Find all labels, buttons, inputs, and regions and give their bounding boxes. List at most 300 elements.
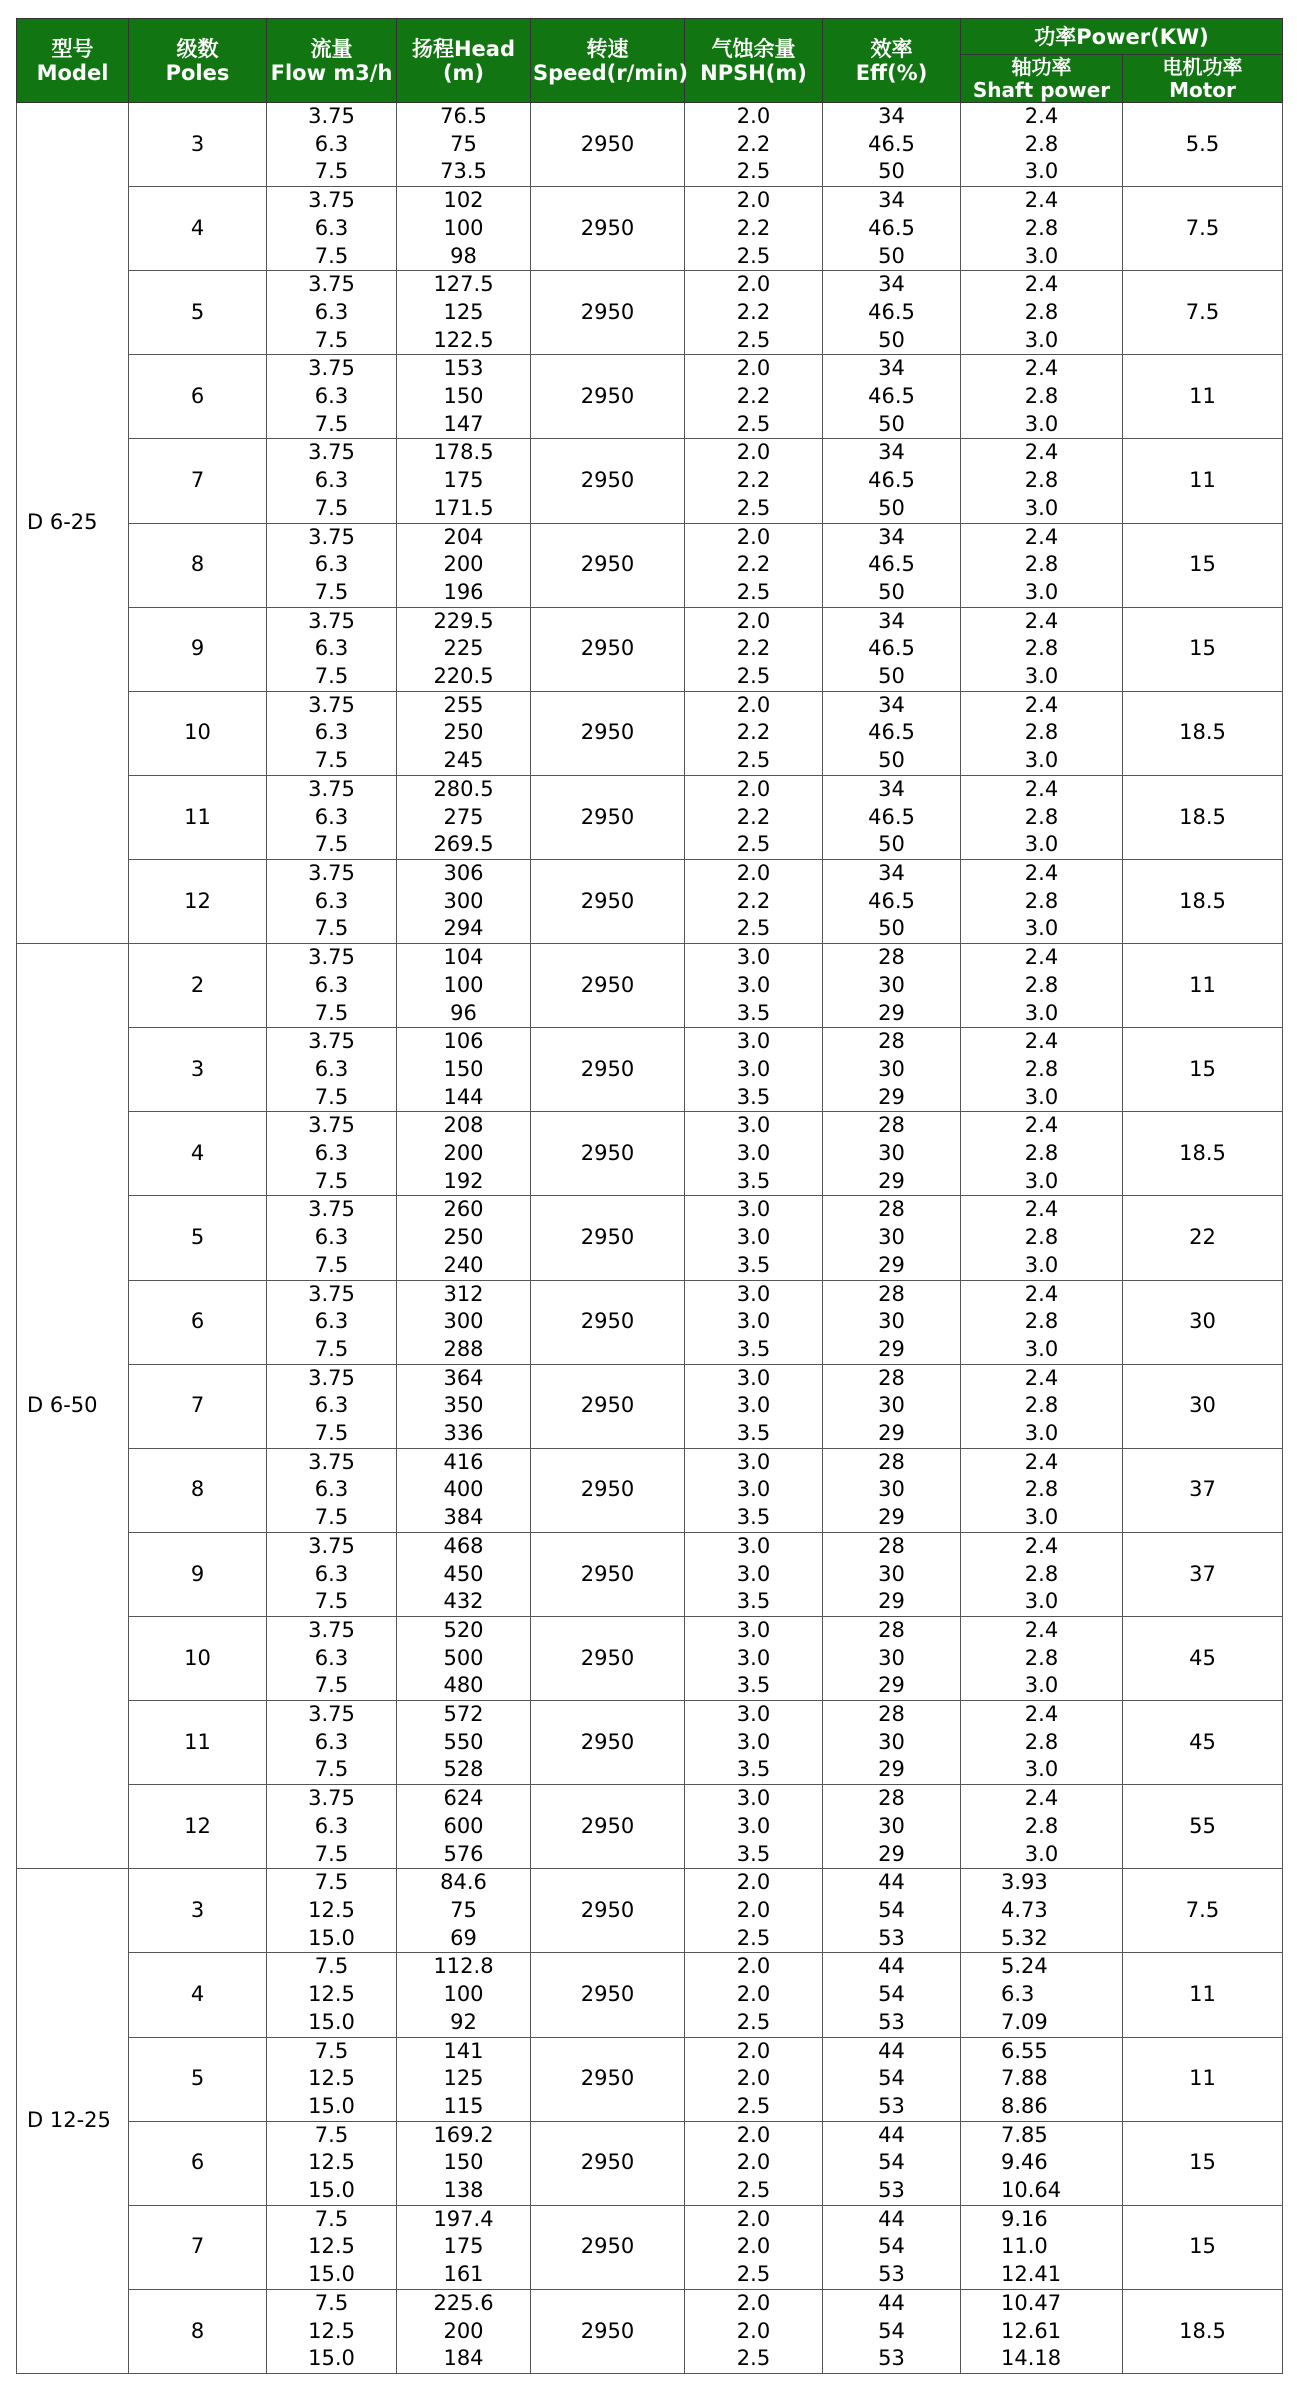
shaft-power-cell-value: 2.8 xyxy=(1024,888,1059,913)
poles-cell: 6 xyxy=(129,355,267,439)
table-row xyxy=(17,1028,1283,1112)
npsh-cell-value: 3.0 xyxy=(736,1729,771,1754)
npsh-cell xyxy=(685,2121,823,2205)
npsh-cell-value: 2.2 xyxy=(736,804,771,829)
head-cell-value: 576 xyxy=(443,1841,484,1866)
npsh-cell-value: 3.0 xyxy=(736,1225,771,1250)
eff-cell-value: 46.5 xyxy=(868,468,915,493)
eff-cell-value: 28 xyxy=(878,1281,905,1306)
shaft-power-cell-value: 2.4 xyxy=(1024,104,1059,128)
npsh-cell-value: 3.0 xyxy=(736,1813,771,1838)
table-row xyxy=(17,2289,1283,2373)
shaft-power-cell xyxy=(961,607,1123,691)
shaft-power-cell-value: 3.0 xyxy=(1024,916,1059,941)
eff-cell-value: 34 xyxy=(878,692,905,717)
shaft-power-cell-value: 2.4 xyxy=(1024,440,1059,465)
eff-cell-value: 44 xyxy=(878,1954,905,1979)
head-cell-value: 572 xyxy=(443,1702,484,1727)
flow-cell-value: 3.75 xyxy=(308,1197,355,1222)
header-head: 扬程Head (m) xyxy=(397,19,531,103)
eff-cell-value: 34 xyxy=(878,860,905,885)
shaft-power-cell xyxy=(961,1028,1123,1112)
flow-cell-value: 7.5 xyxy=(314,1505,349,1530)
npsh-cell-value: 3.5 xyxy=(736,1757,771,1782)
head-cell-value: 100 xyxy=(443,972,484,997)
speed-cell: 2950 xyxy=(531,103,685,187)
motor-power-cell: 15 xyxy=(1123,1028,1283,1112)
shaft-power-cell-value: 2.4 xyxy=(1024,1533,1059,1558)
shaft-power-cell-value: 3.0 xyxy=(1024,159,1059,184)
flow-cell-value: 12.5 xyxy=(308,1982,355,2007)
head-cell-value: 196 xyxy=(443,579,484,604)
shaft-power-cell-value: 6.3 xyxy=(1001,1982,1035,2007)
shaft-power-cell-value: 2.4 xyxy=(1024,188,1059,213)
npsh-cell-value: 2.0 xyxy=(736,2290,771,2315)
npsh-cell-value: 2.5 xyxy=(736,1925,771,1950)
npsh-cell xyxy=(685,2289,823,2373)
model-cell: D 12-25 xyxy=(17,1869,129,2374)
npsh-cell-value: 2.5 xyxy=(736,2093,771,2118)
npsh-cell-value: 3.0 xyxy=(736,1702,771,1727)
flow-cell-value: 7.5 xyxy=(314,1000,349,1025)
shaft-power-cell-value: 2.8 xyxy=(1024,1561,1059,1586)
table-row xyxy=(17,187,1283,271)
head-cell xyxy=(397,2289,531,2373)
eff-cell-value: 46.5 xyxy=(868,720,915,745)
npsh-cell-value: 2.5 xyxy=(736,2346,771,2371)
shaft-power-cell-value: 2.8 xyxy=(1024,1729,1059,1754)
eff-cell-value: 28 xyxy=(878,945,905,970)
head-cell-value: 255 xyxy=(443,692,484,717)
npsh-cell-value: 3.0 xyxy=(736,1113,771,1138)
npsh-cell-value: 2.2 xyxy=(736,720,771,745)
npsh-cell-value: 2.5 xyxy=(736,327,771,352)
flow-cell xyxy=(267,2289,397,2373)
head-cell-value: 350 xyxy=(443,1393,484,1418)
npsh-cell-value: 2.5 xyxy=(736,832,771,857)
shaft-power-cell-value: 2.8 xyxy=(1024,1393,1059,1418)
header-poles: 级数 Poles xyxy=(129,19,267,103)
shaft-power-cell xyxy=(961,691,1123,775)
flow-cell-value: 7.5 xyxy=(314,411,349,436)
motor-power-cell: 7.5 xyxy=(1123,1869,1283,1953)
head-cell-value: 528 xyxy=(443,1757,484,1782)
eff-cell-value: 30 xyxy=(878,1393,905,1418)
head-cell-value: 600 xyxy=(443,1813,484,1838)
shaft-power-cell xyxy=(961,1112,1123,1196)
pump-performance-table xyxy=(16,18,1283,2374)
table-row xyxy=(17,1532,1283,1616)
flow-cell xyxy=(267,1364,397,1448)
motor-power-cell: 45 xyxy=(1123,1701,1283,1785)
head-cell-value: 269.5 xyxy=(433,832,494,857)
shaft-power-cell xyxy=(961,103,1123,187)
head-cell-value: 169.2 xyxy=(433,2122,494,2147)
shaft-power-cell-value: 7.85 xyxy=(1001,2122,1048,2147)
head-cell xyxy=(397,271,531,355)
npsh-cell-value: 2.2 xyxy=(736,468,771,493)
shaft-power-cell xyxy=(961,2121,1123,2205)
table-row xyxy=(17,2121,1283,2205)
head-cell-value: 229.5 xyxy=(433,608,494,633)
npsh-cell-value: 2.5 xyxy=(736,579,771,604)
eff-cell-value: 29 xyxy=(878,1000,905,1025)
npsh-cell xyxy=(685,355,823,439)
motor-power-cell: 18.5 xyxy=(1123,1112,1283,1196)
poles-cell: 9 xyxy=(129,1532,267,1616)
eff-cell-value: 28 xyxy=(878,1365,905,1390)
poles-cell: 5 xyxy=(129,1196,267,1280)
eff-cell-value: 54 xyxy=(878,2066,905,2091)
npsh-cell-value: 2.0 xyxy=(736,1870,771,1895)
flow-cell xyxy=(267,2205,397,2289)
poles-cell: 7 xyxy=(129,439,267,523)
speed-cell: 2950 xyxy=(531,775,685,859)
eff-cell-value: 29 xyxy=(878,1505,905,1530)
flow-cell xyxy=(267,1280,397,1364)
flow-cell-value: 6.3 xyxy=(314,1309,349,1334)
flow-cell-value: 3.75 xyxy=(308,440,355,465)
eff-cell-value: 46.5 xyxy=(868,552,915,577)
table-row xyxy=(17,2205,1283,2289)
flow-cell-value: 3.75 xyxy=(308,945,355,970)
speed-cell: 2950 xyxy=(531,1196,685,1280)
head-cell-value: 75 xyxy=(450,131,477,156)
shaft-power-cell xyxy=(961,1364,1123,1448)
npsh-cell xyxy=(685,691,823,775)
head-cell-value: 122.5 xyxy=(433,327,494,352)
motor-power-cell: 11 xyxy=(1123,944,1283,1028)
npsh-cell xyxy=(685,1953,823,2037)
eff-cell-value: 50 xyxy=(878,832,905,857)
eff-cell-value: 50 xyxy=(878,748,905,773)
shaft-power-cell xyxy=(961,944,1123,1028)
head-cell-value: 197.4 xyxy=(433,2206,494,2231)
poles-cell: 3 xyxy=(129,1028,267,1112)
flow-cell-value: 3.75 xyxy=(308,1702,355,1727)
speed-cell: 2950 xyxy=(531,1869,685,1953)
motor-power-cell: 22 xyxy=(1123,1196,1283,1280)
shaft-power-cell-value: 3.0 xyxy=(1024,1589,1059,1614)
npsh-cell-value: 2.2 xyxy=(736,299,771,324)
shaft-power-cell-value: 2.8 xyxy=(1024,1309,1059,1334)
flow-cell xyxy=(267,355,397,439)
table-row xyxy=(17,1280,1283,1364)
flow-cell-value: 7.5 xyxy=(314,159,349,184)
flow-cell-value: 6.3 xyxy=(314,1729,349,1754)
flow-cell-value: 6.3 xyxy=(314,720,349,745)
shaft-power-cell xyxy=(961,1532,1123,1616)
eff-cell-value: 54 xyxy=(878,1898,905,1922)
speed-cell: 2950 xyxy=(531,439,685,523)
flow-cell-value: 3.75 xyxy=(308,1113,355,1138)
flow-cell-value: 6.3 xyxy=(314,972,349,997)
table-row xyxy=(17,1869,1283,1953)
flow-cell xyxy=(267,1701,397,1785)
motor-power-cell: 55 xyxy=(1123,1785,1283,1869)
flow-cell-value: 6.3 xyxy=(314,1393,349,1418)
npsh-cell xyxy=(685,1869,823,1953)
shaft-power-cell-value: 3.0 xyxy=(1024,1841,1059,1866)
eff-cell-value: 28 xyxy=(878,1617,905,1642)
eff-cell-value: 30 xyxy=(878,1813,905,1838)
eff-cell xyxy=(823,1112,961,1196)
head-cell-value: 300 xyxy=(443,888,484,913)
motor-power-cell: 30 xyxy=(1123,1280,1283,1364)
shaft-power-cell xyxy=(961,2205,1123,2289)
npsh-cell-value: 2.2 xyxy=(736,636,771,661)
shaft-power-cell-value: 7.09 xyxy=(1001,2009,1048,2034)
shaft-power-cell xyxy=(961,1701,1123,1785)
table-row xyxy=(17,355,1283,439)
shaft-power-cell-value: 5.32 xyxy=(1001,1925,1048,1950)
shaft-power-cell-value: 2.4 xyxy=(1024,1702,1059,1727)
shaft-power-cell-value: 2.4 xyxy=(1024,608,1059,633)
flow-cell-value: 3.75 xyxy=(308,1786,355,1811)
speed-cell: 2950 xyxy=(531,1028,685,1112)
flow-cell-value: 3.75 xyxy=(308,1617,355,1642)
flow-cell-value: 6.3 xyxy=(314,131,349,156)
eff-cell-value: 34 xyxy=(878,776,905,801)
shaft-power-cell-value: 2.4 xyxy=(1024,1281,1059,1306)
eff-cell-value: 54 xyxy=(878,1982,905,2007)
eff-cell-value: 50 xyxy=(878,243,905,268)
shaft-power-cell-value: 2.8 xyxy=(1024,804,1059,829)
npsh-cell-value: 2.0 xyxy=(736,356,771,381)
flow-cell-value: 3.75 xyxy=(308,272,355,297)
eff-cell-value: 28 xyxy=(878,1113,905,1138)
head-cell xyxy=(397,691,531,775)
npsh-cell-value: 2.0 xyxy=(736,1982,771,2007)
head-cell-value: 92 xyxy=(450,2009,477,2034)
shaft-power-cell-value: 3.0 xyxy=(1024,1505,1059,1530)
shaft-power-cell xyxy=(961,1196,1123,1280)
head-cell-value: 84.6 xyxy=(440,1870,487,1895)
head-cell-value: 115 xyxy=(443,2093,484,2118)
npsh-cell-value: 2.2 xyxy=(736,215,771,240)
flow-cell xyxy=(267,1869,397,1953)
npsh-cell-value: 2.2 xyxy=(736,888,771,913)
eff-cell-value: 46.5 xyxy=(868,131,915,156)
speed-cell: 2950 xyxy=(531,1532,685,1616)
flow-cell xyxy=(267,1196,397,1280)
head-cell-value: 624 xyxy=(443,1786,484,1811)
flow-cell-value: 3.75 xyxy=(308,104,355,128)
motor-power-cell: 11 xyxy=(1123,1953,1283,2037)
shaft-power-cell-value: 10.64 xyxy=(1001,2178,1062,2203)
head-cell xyxy=(397,1112,531,1196)
npsh-cell-value: 3.0 xyxy=(736,945,771,970)
npsh-cell-value: 3.0 xyxy=(736,1309,771,1334)
eff-cell xyxy=(823,2121,961,2205)
table-row xyxy=(17,607,1283,691)
flow-cell-value: 3.75 xyxy=(308,776,355,801)
shaft-power-cell xyxy=(961,1785,1123,1869)
motor-power-cell: 37 xyxy=(1123,1532,1283,1616)
head-cell xyxy=(397,2037,531,2121)
head-cell xyxy=(397,439,531,523)
shaft-power-cell-value: 3.0 xyxy=(1024,832,1059,857)
shaft-power-cell-value: 2.4 xyxy=(1024,356,1059,381)
table-row xyxy=(17,103,1283,187)
poles-cell: 7 xyxy=(129,2205,267,2289)
head-cell xyxy=(397,1701,531,1785)
table-row xyxy=(17,691,1283,775)
header-model: 型号 Model xyxy=(17,19,129,103)
eff-cell-value: 53 xyxy=(878,2346,905,2371)
header-flow: 流量 Flow m3/h xyxy=(267,19,397,103)
eff-cell xyxy=(823,439,961,523)
shaft-power-cell-value: 9.16 xyxy=(1001,2206,1048,2231)
npsh-cell-value: 3.5 xyxy=(736,1336,771,1361)
shaft-power-cell-value: 3.0 xyxy=(1024,495,1059,520)
flow-cell-value: 15.0 xyxy=(308,2178,355,2203)
flow-cell-value: 7.5 xyxy=(314,1954,349,1979)
npsh-cell-value: 3.0 xyxy=(736,1449,771,1474)
motor-power-cell: 15 xyxy=(1123,2205,1283,2289)
head-cell-value: 480 xyxy=(443,1673,484,1698)
npsh-cell-value: 2.2 xyxy=(736,384,771,409)
shaft-power-cell xyxy=(961,859,1123,943)
head-cell-value: 250 xyxy=(443,1225,484,1250)
head-cell-value: 294 xyxy=(443,916,484,941)
motor-power-cell: 18.5 xyxy=(1123,859,1283,943)
flow-cell xyxy=(267,2037,397,2121)
flow-cell-value: 6.3 xyxy=(314,1056,349,1081)
eff-cell-value: 30 xyxy=(878,1477,905,1502)
eff-cell xyxy=(823,187,961,271)
shaft-power-cell-value: 2.8 xyxy=(1024,468,1059,493)
flow-cell-value: 3.75 xyxy=(308,1449,355,1474)
npsh-cell xyxy=(685,1280,823,1364)
shaft-power-cell-value: 2.4 xyxy=(1024,1197,1059,1222)
flow-cell-value: 6.3 xyxy=(314,804,349,829)
head-cell-value: 175 xyxy=(443,468,484,493)
shaft-power-cell-value: 2.8 xyxy=(1024,299,1059,324)
eff-cell-value: 29 xyxy=(878,1168,905,1193)
table-row xyxy=(17,1112,1283,1196)
table-row xyxy=(17,271,1283,355)
shaft-power-cell xyxy=(961,775,1123,859)
npsh-cell-value: 3.5 xyxy=(736,1841,771,1866)
eff-cell-value: 29 xyxy=(878,1757,905,1782)
npsh-cell-value: 3.5 xyxy=(736,1673,771,1698)
flow-cell-value: 3.75 xyxy=(308,608,355,633)
poles-cell: 6 xyxy=(129,1280,267,1364)
npsh-cell xyxy=(685,1196,823,1280)
flow-cell-value: 6.3 xyxy=(314,888,349,913)
npsh-cell-value: 3.0 xyxy=(736,1197,771,1222)
flow-cell-value: 15.0 xyxy=(308,2346,355,2371)
head-cell xyxy=(397,2121,531,2205)
npsh-cell xyxy=(685,859,823,943)
eff-cell-value: 46.5 xyxy=(868,888,915,913)
npsh-cell-value: 3.0 xyxy=(736,1561,771,1586)
flow-cell-value: 12.5 xyxy=(308,1898,355,1922)
flow-cell-value: 7.5 xyxy=(314,916,349,941)
head-cell-value: 240 xyxy=(443,1252,484,1277)
eff-cell-value: 28 xyxy=(878,1029,905,1054)
npsh-cell-value: 2.0 xyxy=(736,1898,771,1922)
npsh-cell-value: 3.0 xyxy=(736,1477,771,1502)
npsh-cell-value: 2.0 xyxy=(736,2318,771,2343)
flow-cell-value: 7.5 xyxy=(314,1421,349,1446)
head-cell-value: 306 xyxy=(443,860,484,885)
eff-cell-value: 46.5 xyxy=(868,299,915,324)
flow-cell xyxy=(267,2121,397,2205)
flow-cell xyxy=(267,944,397,1028)
head-cell xyxy=(397,1616,531,1700)
head-cell xyxy=(397,2205,531,2289)
speed-cell: 2950 xyxy=(531,523,685,607)
npsh-cell-value: 2.0 xyxy=(736,1954,771,1979)
header-shaft-power: 轴功率 Shaft power xyxy=(961,55,1123,103)
shaft-power-cell-value: 3.0 xyxy=(1024,579,1059,604)
head-cell xyxy=(397,944,531,1028)
eff-cell-value: 50 xyxy=(878,916,905,941)
speed-cell: 2950 xyxy=(531,2205,685,2289)
npsh-cell xyxy=(685,1785,823,1869)
head-cell-value: 100 xyxy=(443,1982,484,2007)
flow-cell-value: 7.5 xyxy=(314,1084,349,1109)
poles-cell: 8 xyxy=(129,2289,267,2373)
npsh-cell-value: 3.5 xyxy=(736,1000,771,1025)
motor-power-cell: 37 xyxy=(1123,1448,1283,1532)
flow-cell-value: 15.0 xyxy=(308,1925,355,1950)
flow-cell xyxy=(267,1953,397,2037)
flow-cell xyxy=(267,1448,397,1532)
head-cell-value: 225.6 xyxy=(433,2290,494,2315)
head-cell xyxy=(397,1869,531,1953)
npsh-cell-value: 2.0 xyxy=(736,860,771,885)
speed-cell: 2950 xyxy=(531,2037,685,2121)
npsh-cell xyxy=(685,1701,823,1785)
speed-cell: 2950 xyxy=(531,1112,685,1196)
flow-cell xyxy=(267,1532,397,1616)
poles-cell: 2 xyxy=(129,944,267,1028)
speed-cell: 2950 xyxy=(531,187,685,271)
flow-cell-value: 7.5 xyxy=(314,1336,349,1361)
table-row xyxy=(17,439,1283,523)
shaft-power-cell-value: 3.0 xyxy=(1024,748,1059,773)
npsh-cell-value: 2.0 xyxy=(736,440,771,465)
shaft-power-cell-value: 2.8 xyxy=(1024,1056,1059,1081)
shaft-power-cell-value: 3.0 xyxy=(1024,327,1059,352)
eff-cell-value: 30 xyxy=(878,1141,905,1166)
eff-cell-value: 53 xyxy=(878,1925,905,1950)
npsh-cell xyxy=(685,439,823,523)
eff-cell-value: 44 xyxy=(878,2290,905,2315)
shaft-power-cell xyxy=(961,1280,1123,1364)
head-cell-value: 300 xyxy=(443,1309,484,1334)
shaft-power-cell-value: 2.8 xyxy=(1024,720,1059,745)
shaft-power-cell-value: 2.4 xyxy=(1024,524,1059,549)
poles-cell: 12 xyxy=(129,859,267,943)
head-cell-value: 171.5 xyxy=(433,495,494,520)
head-cell xyxy=(397,607,531,691)
head-cell-value: 200 xyxy=(443,2318,484,2343)
motor-power-cell: 11 xyxy=(1123,355,1283,439)
eff-cell-value: 46.5 xyxy=(868,384,915,409)
flow-cell-value: 6.3 xyxy=(314,552,349,577)
header-eff: 效率 Eff(%) xyxy=(823,19,961,103)
npsh-cell xyxy=(685,271,823,355)
flow-cell xyxy=(267,103,397,187)
head-cell-value: 288 xyxy=(443,1336,484,1361)
eff-cell xyxy=(823,103,961,187)
poles-cell: 9 xyxy=(129,607,267,691)
flow-cell-value: 7.5 xyxy=(314,2038,349,2063)
